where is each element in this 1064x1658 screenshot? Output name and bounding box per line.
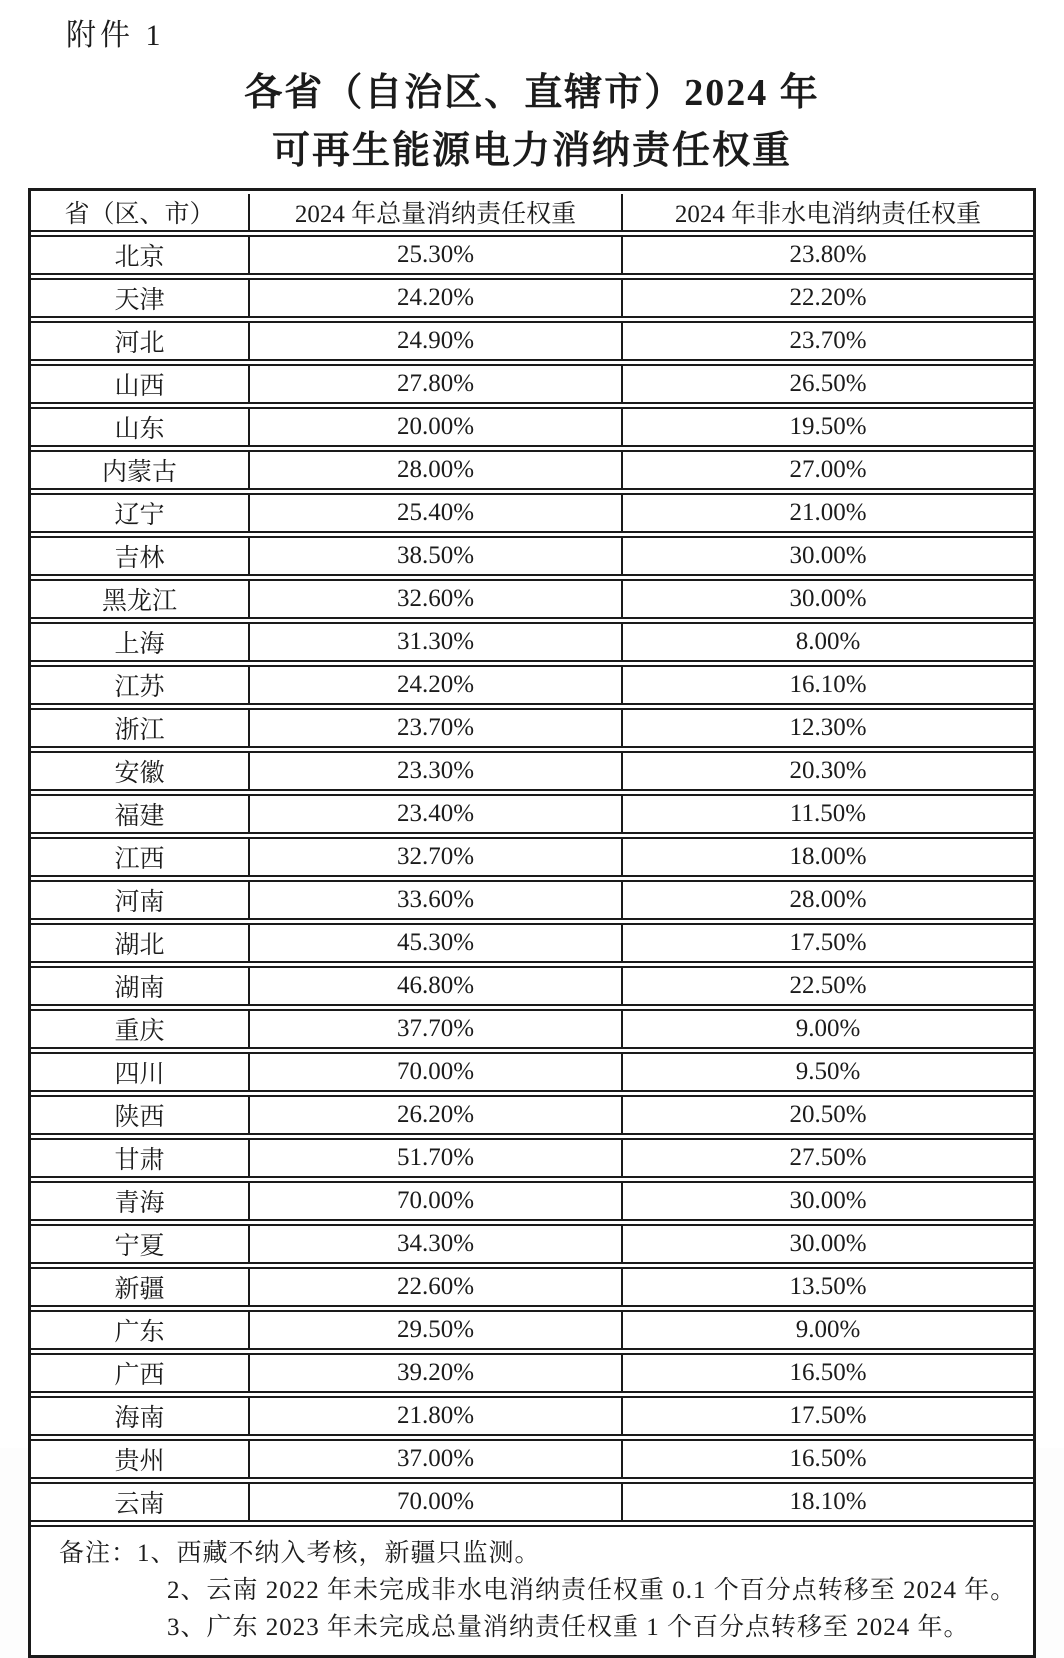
weights-table	[28, 188, 1036, 1658]
nonhydro-weight-cell: 17.50%	[623, 1396, 1033, 1436]
total-weight-cell: 28.00%	[250, 450, 623, 490]
table-row	[31, 1267, 1033, 1307]
notes-row	[31, 1525, 1033, 1652]
attachment-label: 附件 1	[66, 19, 165, 52]
table-row	[31, 493, 1033, 533]
document-title	[0, 64, 1064, 180]
table-row	[31, 1439, 1033, 1479]
nonhydro-weight-cell: 22.20%	[623, 278, 1033, 318]
province-cell: 江苏	[31, 665, 250, 705]
table-row	[31, 1310, 1033, 1350]
table-row	[31, 1052, 1033, 1092]
total-weight-cell: 24.20%	[250, 665, 623, 705]
nonhydro-weight-cell: 20.50%	[623, 1095, 1033, 1135]
column-header-nonhydro-weight: 2024 年非水电消纳责任权重	[623, 194, 1033, 232]
table-row	[31, 1009, 1033, 1049]
province-cell: 甘肃	[31, 1138, 250, 1178]
total-weight-cell: 23.40%	[250, 794, 623, 834]
nonhydro-weight-cell: 9.50%	[623, 1052, 1033, 1092]
province-cell: 江西	[31, 837, 250, 877]
total-weight-cell: 22.60%	[250, 1267, 623, 1307]
total-weight-cell: 37.70%	[250, 1009, 623, 1049]
province-cell: 福建	[31, 794, 250, 834]
province-cell: 安徽	[31, 751, 250, 791]
note-line-1	[59, 1535, 1023, 1572]
province-cell: 湖北	[31, 923, 250, 963]
nonhydro-weight-cell: 19.50%	[623, 407, 1033, 447]
column-header-total-weight: 2024 年总量消纳责任权重	[250, 194, 623, 232]
province-cell: 山西	[31, 364, 250, 404]
table-row	[31, 579, 1033, 619]
nonhydro-weight-cell: 9.00%	[623, 1310, 1033, 1350]
nonhydro-weight-cell: 23.80%	[623, 235, 1033, 275]
total-weight-cell: 51.70%	[250, 1138, 623, 1178]
total-weight-cell: 29.50%	[250, 1310, 623, 1350]
total-weight-cell: 70.00%	[250, 1181, 623, 1221]
table-row	[31, 1396, 1033, 1436]
table-row	[31, 1095, 1033, 1135]
nonhydro-weight-cell: 13.50%	[623, 1267, 1033, 1307]
nonhydro-weight-cell: 20.30%	[623, 751, 1033, 791]
total-weight-cell: 33.60%	[250, 880, 623, 920]
province-cell: 新疆	[31, 1267, 250, 1307]
province-cell: 黑龙江	[31, 579, 250, 619]
nonhydro-weight-cell: 11.50%	[623, 794, 1033, 834]
province-cell: 广西	[31, 1353, 250, 1393]
nonhydro-weight-cell: 12.30%	[623, 708, 1033, 748]
table-row	[31, 622, 1033, 662]
province-cell: 北京	[31, 235, 250, 275]
table-header-row	[31, 194, 1033, 232]
table-row	[31, 708, 1033, 748]
province-cell: 海南	[31, 1396, 250, 1436]
nonhydro-weight-cell: 8.00%	[623, 622, 1033, 662]
nonhydro-weight-cell: 9.00%	[623, 1009, 1033, 1049]
table-row	[31, 235, 1033, 275]
total-weight-cell: 39.20%	[250, 1353, 623, 1393]
total-weight-cell: 32.60%	[250, 579, 623, 619]
nonhydro-weight-cell: 30.00%	[623, 536, 1033, 576]
province-cell: 重庆	[31, 1009, 250, 1049]
province-cell: 陕西	[31, 1095, 250, 1135]
province-cell: 吉林	[31, 536, 250, 576]
province-cell: 天津	[31, 278, 250, 318]
nonhydro-weight-cell: 23.70%	[623, 321, 1033, 361]
nonhydro-weight-cell: 30.00%	[623, 1181, 1033, 1221]
table-row	[31, 880, 1033, 920]
table-row	[31, 966, 1033, 1006]
total-weight-cell: 24.90%	[250, 321, 623, 361]
total-weight-cell: 38.50%	[250, 536, 623, 576]
table-row	[31, 837, 1033, 877]
nonhydro-weight-cell: 30.00%	[623, 579, 1033, 619]
province-cell: 河南	[31, 880, 250, 920]
column-header-province: 省（区、市）	[31, 194, 250, 232]
total-weight-cell: 37.00%	[250, 1439, 623, 1479]
table-row	[31, 794, 1033, 834]
total-weight-cell: 34.30%	[250, 1224, 623, 1264]
province-cell: 浙江	[31, 708, 250, 748]
table-row	[31, 364, 1033, 404]
total-weight-cell: 25.40%	[250, 493, 623, 533]
province-cell: 上海	[31, 622, 250, 662]
note-line-2: 2、云南 2022 年未完成非水电消纳责任权重 0.1 个百分点转移至 2024 年。	[167, 1577, 1017, 1604]
table-body	[31, 235, 1033, 1522]
nonhydro-weight-cell: 17.50%	[623, 923, 1033, 963]
table-row	[31, 278, 1033, 318]
nonhydro-weight-cell: 18.10%	[623, 1482, 1033, 1522]
nonhydro-weight-cell: 26.50%	[623, 364, 1033, 404]
total-weight-cell: 26.20%	[250, 1095, 623, 1135]
total-weight-cell: 20.00%	[250, 407, 623, 447]
notes-label: 备注：	[59, 1540, 138, 1567]
nonhydro-weight-cell: 27.50%	[623, 1138, 1033, 1178]
table-row	[31, 1224, 1033, 1264]
total-weight-cell: 23.70%	[250, 708, 623, 748]
nonhydro-weight-cell: 28.00%	[623, 880, 1033, 920]
total-weight-cell: 70.00%	[250, 1052, 623, 1092]
total-weight-cell: 45.30%	[250, 923, 623, 963]
table-row	[31, 923, 1033, 963]
nonhydro-weight-cell: 27.00%	[623, 450, 1033, 490]
nonhydro-weight-cell: 16.50%	[623, 1353, 1033, 1393]
province-cell: 青海	[31, 1181, 250, 1221]
province-cell: 广东	[31, 1310, 250, 1350]
province-cell: 宁夏	[31, 1224, 250, 1264]
table-row	[31, 1353, 1033, 1393]
note-item-1: 1、西藏不纳入考核，新疆只监测。	[137, 1540, 541, 1567]
province-cell: 贵州	[31, 1439, 250, 1479]
note-line-3: 3、广东 2023 年未完成总量消纳责任权重 1 个百分点转移至 2024 年。	[167, 1614, 970, 1641]
nonhydro-weight-cell: 30.00%	[623, 1224, 1033, 1264]
nonhydro-weight-cell: 16.50%	[623, 1439, 1033, 1479]
province-cell: 山东	[31, 407, 250, 447]
total-weight-cell: 25.30%	[250, 235, 623, 275]
table-row	[31, 536, 1033, 576]
province-cell: 内蒙古	[31, 450, 250, 490]
province-cell: 辽宁	[31, 493, 250, 533]
total-weight-cell: 46.80%	[250, 966, 623, 1006]
document-title-line-1: 各省（自治区、直辖市）2024 年	[244, 72, 820, 114]
province-cell: 云南	[31, 1482, 250, 1522]
table-row	[31, 751, 1033, 791]
total-weight-cell: 21.80%	[250, 1396, 623, 1436]
total-weight-cell: 24.20%	[250, 278, 623, 318]
notes-cell	[31, 1525, 1033, 1652]
nonhydro-weight-cell: 22.50%	[623, 966, 1033, 1006]
nonhydro-weight-cell: 18.00%	[623, 837, 1033, 877]
table-row	[31, 321, 1033, 361]
total-weight-cell: 32.70%	[250, 837, 623, 877]
table-row	[31, 1138, 1033, 1178]
total-weight-cell: 31.30%	[250, 622, 623, 662]
table-row	[31, 1181, 1033, 1221]
document-title-line-2: 可再生能源电力消纳责任权重	[271, 130, 792, 172]
table-row	[31, 1482, 1033, 1522]
total-weight-cell: 70.00%	[250, 1482, 623, 1522]
nonhydro-weight-cell: 21.00%	[623, 493, 1033, 533]
total-weight-cell: 23.30%	[250, 751, 623, 791]
total-weight-cell: 27.80%	[250, 364, 623, 404]
table-row	[31, 665, 1033, 705]
table-row	[31, 407, 1033, 447]
nonhydro-weight-cell: 16.10%	[623, 665, 1033, 705]
province-cell: 四川	[31, 1052, 250, 1092]
province-cell: 湖南	[31, 966, 250, 1006]
table-row	[31, 450, 1033, 490]
province-cell: 河北	[31, 321, 250, 361]
